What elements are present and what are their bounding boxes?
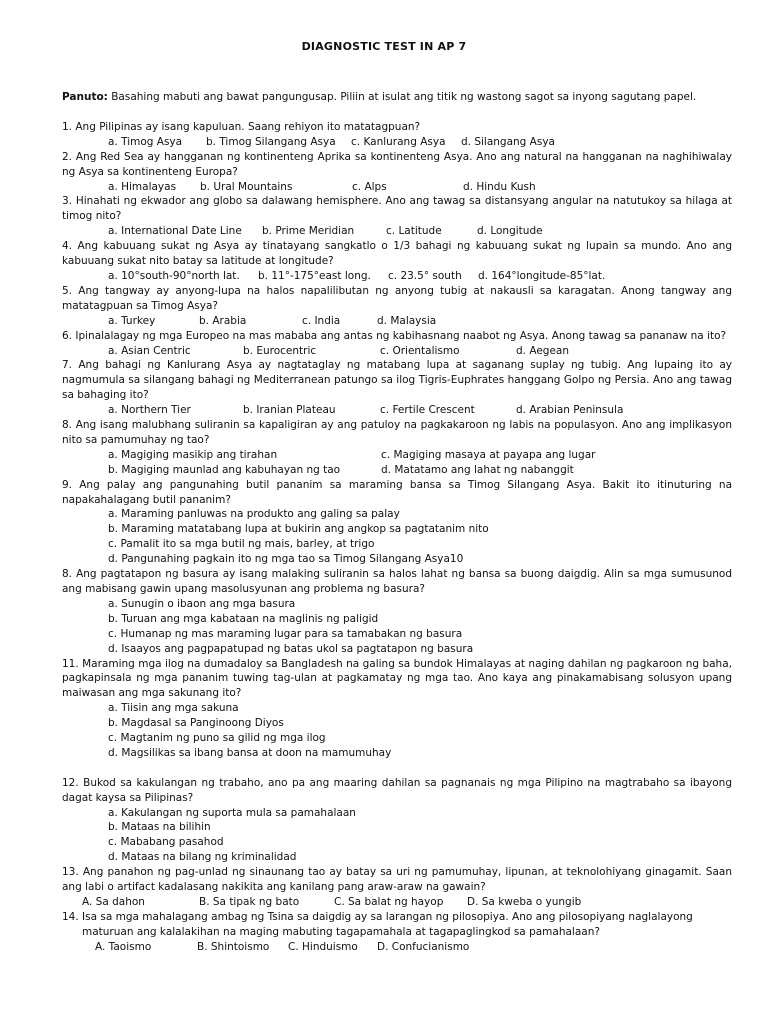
option-b: b. Maraming matatabang lupa at bukirin ang angkop sa pagtatanim nito: [108, 523, 489, 536]
question-8: [62, 418, 732, 478]
option-a: A. Sa dahon: [82, 896, 145, 909]
option-b: b. 11°-175°east long.: [258, 269, 371, 282]
option-c: c. Pamalit ito sa mga butil ng mais, barley, at trigo: [108, 538, 375, 551]
question-11: [62, 657, 732, 761]
option-d: d. Longitude: [477, 225, 543, 238]
question-stem: 11. Maraming mga ilog na dumadaloy sa Bangladesh na galing sa bundok Himalayas at naging dahilan ng pagkaroon ng baha, pagkapinsala ng mga pananim tuwing tag-ulan at pagkamatay ng mga tao. Ano kaya ang pinakamabisang solusyon upang maiwasan ang mga sakunang ito?: [62, 657, 732, 700]
question-stem: 4. Ang kabuuang sukat ng Asya ay tinatayang sangkatlo o 1/3 bahagi ng kabuuang sukat ng lupain sa mundo. Ano ang kabuuang sukat nito batay sa latitude at longitude?: [62, 240, 732, 268]
question-3: [62, 194, 732, 239]
question-10: [62, 567, 732, 656]
option-d: d. Magsilikas sa ibang bansa at doon na mamumuhay: [108, 746, 392, 759]
option-a: a. 10°south-90°north lat.: [108, 269, 240, 282]
instruction-text: Basahing mabuti ang bawat pangungusap. Piliin at isulat ang titik ng wastong sagot sa inyong sagutang papel.: [107, 91, 697, 103]
option-d: d. Isaayos ang pagpapatupad ng batas ukol sa pagtatapon ng basura: [108, 642, 474, 655]
instructions: [62, 90, 732, 105]
options-row: [62, 403, 732, 418]
option-c: c. Humanap ng mas maraming lugar para sa tamabakan ng basura: [108, 627, 463, 640]
options-list: [62, 806, 732, 866]
instruction-label: Panuto:: [62, 91, 108, 103]
options-list: [62, 597, 732, 657]
question-7: [62, 358, 732, 418]
options-row: [62, 344, 732, 359]
options-row: [62, 180, 732, 195]
question-2: [62, 150, 732, 195]
option-d: d. Silangang Asya: [461, 135, 555, 148]
option-a: a. Kakulangan ng suporta mula sa pamahalaan: [108, 806, 356, 819]
question-stem: 8. Ang isang malubhang suliranin sa kapaligiran ay ang patuloy na pagkakaroon ng labis na populasyon. Ano ang implikasyon nito sa pamumuhay ng tao?: [62, 419, 732, 446]
option-b: b. Ural Mountains: [200, 180, 293, 193]
option-a: a. Tiisin ang mga sakuna: [108, 702, 239, 715]
option-d: d. 164°longitude-85°lat.: [478, 269, 606, 282]
option-b: b. Magdasal sa Panginoong Diyos: [108, 717, 284, 730]
question-5: [62, 284, 732, 329]
options-list: [62, 507, 732, 567]
question-stem: 7. Ang bahagi ng Kanlurang Asya ay nagtataglay ng matabang lupa at saganang suplay ng tubig. Ang lupaing ito ay nagmumula sa silangang bahagi ng Mediterranean patungo sa ilog Tigris-Euphrates hanggang Golpo ng Persia. Ano ang tawag sa bahaging ito?: [62, 359, 732, 402]
question-6: [62, 329, 732, 359]
options-row: [62, 895, 732, 910]
question-12: [62, 776, 732, 865]
question-stem-continued: maturuan ang kalalakihan na maging mabuting tagapamahala at tagapaglingkod sa pamahalaan?: [82, 925, 600, 938]
option-c: C. Sa balat ng hayop: [334, 896, 444, 909]
option-a: a. Himalayas: [108, 180, 177, 193]
option-a: a. Sunugin o ibaon ang mga basura: [108, 597, 296, 610]
option-b: b. Arabia: [199, 314, 247, 327]
option-a: a. Magiging masikip ang tirahan: [108, 448, 278, 461]
option-d: d. Hindu Kush: [463, 180, 536, 193]
option-d: D. Sa kweba o yungib: [467, 896, 582, 909]
option-c: c. Fertile Crescent: [380, 404, 475, 417]
question-13: [62, 865, 732, 910]
option-a: a. Turkey: [108, 314, 156, 327]
option-c: c. Kanlurang Asya: [351, 135, 446, 148]
option-c: c. Alps: [352, 180, 387, 193]
option-b: b. Prime Meridian: [262, 225, 355, 238]
option-d: d. Aegean: [516, 344, 570, 357]
options-row: [62, 940, 732, 955]
question-stem: 12. Bukod sa kakulangan ng trabaho, ano pa ang maaring dahilan sa pagnanais ng mga Pilipino na magtrabaho sa ibayong dagat kaysa sa Pilipinas?: [62, 776, 732, 804]
option-d: d. Pangunahing pagkain ito ng mga tao sa Timog Silangang Asya10: [108, 553, 464, 566]
option-b: B. Sa tipak ng bato: [199, 896, 300, 909]
options-row: [62, 135, 732, 150]
option-d: d. Malaysia: [377, 314, 437, 327]
question-4: [62, 239, 732, 284]
question-stem: 9. Ang palay ang pangunahing butil pananim sa maraming bansa sa Timog Silangang Asya. Bakit ito itinuturing na napakahalagang butil pananim?: [62, 478, 732, 506]
question-stem: 5. Ang tangway ay anyong-lupa na halos napalilibutan ng anyong tubig at nakausli sa karagatan. Anong tangway ang matatagpuan sa Timog Asya?: [62, 284, 732, 312]
option-b: b. Magiging maunlad ang kabuhayan ng tao: [108, 463, 341, 476]
option-c: c. Mababang pasahod: [108, 836, 224, 849]
option-a: a. Northern Tier: [108, 404, 191, 417]
options-row: [62, 314, 732, 329]
option-a: a. Maraming panluwas na produkto ang galing sa palay: [108, 508, 400, 521]
option-a: A. Taoismo: [95, 940, 152, 953]
option-b: b. Mataas na bilihin: [108, 821, 211, 834]
option-c: c. Magiging masaya at payapa ang lugar: [381, 448, 596, 461]
option-b: b. Iranian Plateau: [243, 404, 336, 417]
question-stem: 6. Ipinalalagay ng mga Europeo na mas mababa ang antas ng kabihasnang naabot ng Asya. Anong tawag sa pananaw na ito?: [62, 329, 727, 342]
options-grid: [62, 448, 732, 478]
option-b: B. Shintoismo: [197, 940, 270, 953]
question-stem: 13. Ang panahon ng pag-unlad ng sinaunang tao ay batay sa uri ng pamumuhay, lipunan, at teknolohiyang ginagamit. Saan ang labi o artifact kadalasang nakikita ang kanilang pang araw-araw na gawain?: [62, 866, 732, 894]
option-c: c. Latitude: [386, 225, 442, 238]
option-d: d. Matatamo ang lahat ng nabanggit: [381, 463, 574, 476]
question-stem: 14. Isa sa mga mahalagang ambag ng Tsina sa daigdig ay sa larangan ng pilosopiya. Ano ang pilosopiyang naglalayong: [62, 910, 693, 923]
question-stem: 2. Ang Red Sea ay hangganan ng kontinenteng Aprika sa kontinenteng Asya. Ano ang natural na hangganan na naghihiwalay ng Asya sa kontinenteng Europa?: [62, 150, 732, 178]
question-1: [62, 120, 732, 150]
question-stem: 8. Ang pagtatapon ng basura ay isang malaking suliranin sa halos lahat ng bansa sa buong daigdig. Alin sa mga sumusunod ang mabisang gawin upang masolusyunan ang problema ng basura?: [62, 568, 732, 595]
option-d: d. Arabian Peninsula: [516, 404, 624, 417]
option-c: c. India: [302, 314, 341, 327]
question-stem: 3. Hinahati ng ekwador ang globo sa dalawang hemisphere. Ano ang tawag sa distansyang angular na natutukoy sa hilaga at timog nito?: [62, 195, 732, 223]
question-9: [62, 478, 732, 567]
blank-line: [62, 761, 732, 776]
options-row: [62, 269, 732, 284]
options-list: [62, 701, 732, 761]
option-a: a. Timog Asya: [108, 135, 183, 148]
option-c: c. Orientalismo: [380, 344, 460, 357]
option-c: c. Magtanim ng puno sa gilid ng mga ilog: [108, 732, 326, 745]
page-title: DIAGNOSTIC TEST IN AP 7: [301, 40, 467, 53]
test-content: [62, 90, 732, 955]
option-c: C. Hinduismo: [288, 940, 358, 953]
option-b: b. Timog Silangang Asya: [206, 135, 336, 148]
question-14: [62, 910, 732, 955]
option-c: c. 23.5° south: [388, 269, 462, 282]
option-a: a. International Date Line: [108, 225, 242, 238]
option-d: D. Confucianismo: [377, 940, 470, 953]
options-row: [62, 224, 732, 239]
option-a: a. Asian Centric: [108, 344, 191, 357]
question-stem: 1. Ang Pilipinas ay isang kapuluan. Saang rehiyon ito matatagpuan?: [62, 120, 421, 133]
option-b: b. Turuan ang mga kabataan na maglinis ng paligid: [108, 612, 379, 625]
option-d: d. Mataas na bilang ng kriminalidad: [108, 851, 297, 864]
option-b: b. Eurocentric: [243, 344, 317, 357]
